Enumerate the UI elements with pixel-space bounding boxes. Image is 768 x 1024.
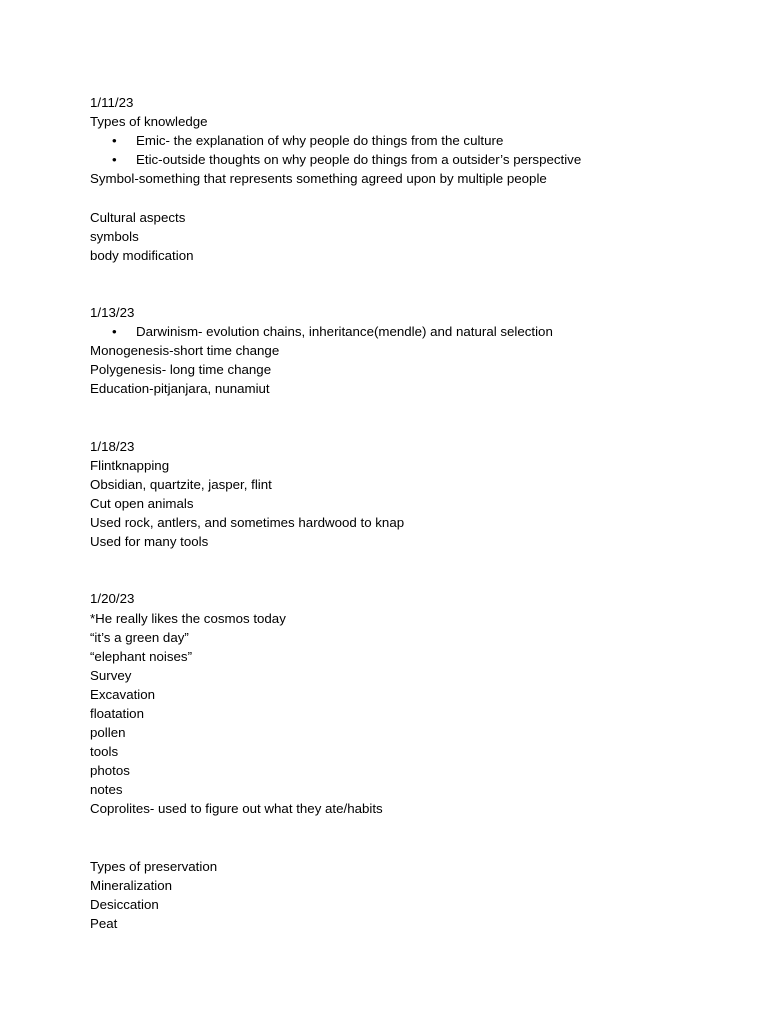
note-line: Types of knowledge — [90, 114, 208, 130]
bullet-icon: • — [112, 324, 117, 340]
blank-line — [90, 399, 730, 437]
bullet-text: Emic- the explanation of why people do things from the culture — [136, 133, 504, 149]
note-line: Excavation — [90, 686, 156, 702]
note-line: body modification — [90, 247, 194, 263]
note-line: Flintknapping — [90, 457, 170, 473]
blank-line — [90, 188, 730, 207]
bullet-icon: • — [112, 152, 117, 168]
note-line: Cut open animals — [90, 495, 194, 511]
note-line: Obsidian, quartzite, jasper, flint — [90, 476, 272, 492]
note-line: Used for many tools — [90, 534, 209, 550]
note-line: “elephant noises” — [90, 648, 193, 664]
note-line: Used rock, antlers, and sometimes hardwood to knap — [90, 515, 405, 531]
note-line: Types of preservation — [90, 858, 218, 874]
note-line: notes — [90, 782, 123, 798]
note-line: symbols — [90, 228, 139, 244]
date-heading: 1/11/23 — [90, 95, 134, 110]
note-line: pollen — [90, 725, 126, 741]
bullet-text: Darwinism- evolution chains, inheritance(mendle) and natural selection — [136, 324, 553, 340]
note-line: “it’s a green day” — [90, 629, 189, 645]
note-line: Coprolites- used to figure out what they ate/habits — [90, 801, 383, 817]
document-page — [90, 93, 730, 933]
bullet-icon: • — [112, 133, 117, 149]
blank-line — [90, 551, 730, 589]
bullet-item — [90, 322, 730, 341]
note-line: floatation — [90, 706, 144, 721]
bullet-item — [90, 131, 730, 150]
note-line: Desiccation — [90, 896, 159, 912]
note-line: Cultural aspects — [90, 209, 186, 225]
note-line: Monogenesis-short time change — [90, 343, 280, 359]
note-line: Survey — [90, 667, 132, 683]
note-line: Mineralization — [90, 877, 173, 893]
blank-line — [90, 265, 730, 303]
bullet-item — [90, 150, 730, 169]
note-line: Education-pitjanjara, nunamiut — [90, 381, 270, 397]
note-line: Peat — [90, 916, 118, 932]
note-line: *He really likes the cosmos today — [90, 610, 286, 626]
note-line: photos — [90, 763, 130, 779]
blank-line — [90, 819, 730, 857]
bullet-text: Etic-outside thoughts on why people do things from a outsider’s perspective — [136, 152, 582, 168]
note-line: tools — [90, 744, 119, 760]
date-heading: 1/20/23 — [90, 591, 135, 607]
date-heading: 1/13/23 — [90, 305, 135, 321]
date-heading: 1/18/23 — [90, 438, 135, 454]
note-line: Polygenesis- long time change — [90, 362, 272, 378]
note-line: Symbol-something that represents something agreed upon by multiple people — [90, 171, 547, 187]
